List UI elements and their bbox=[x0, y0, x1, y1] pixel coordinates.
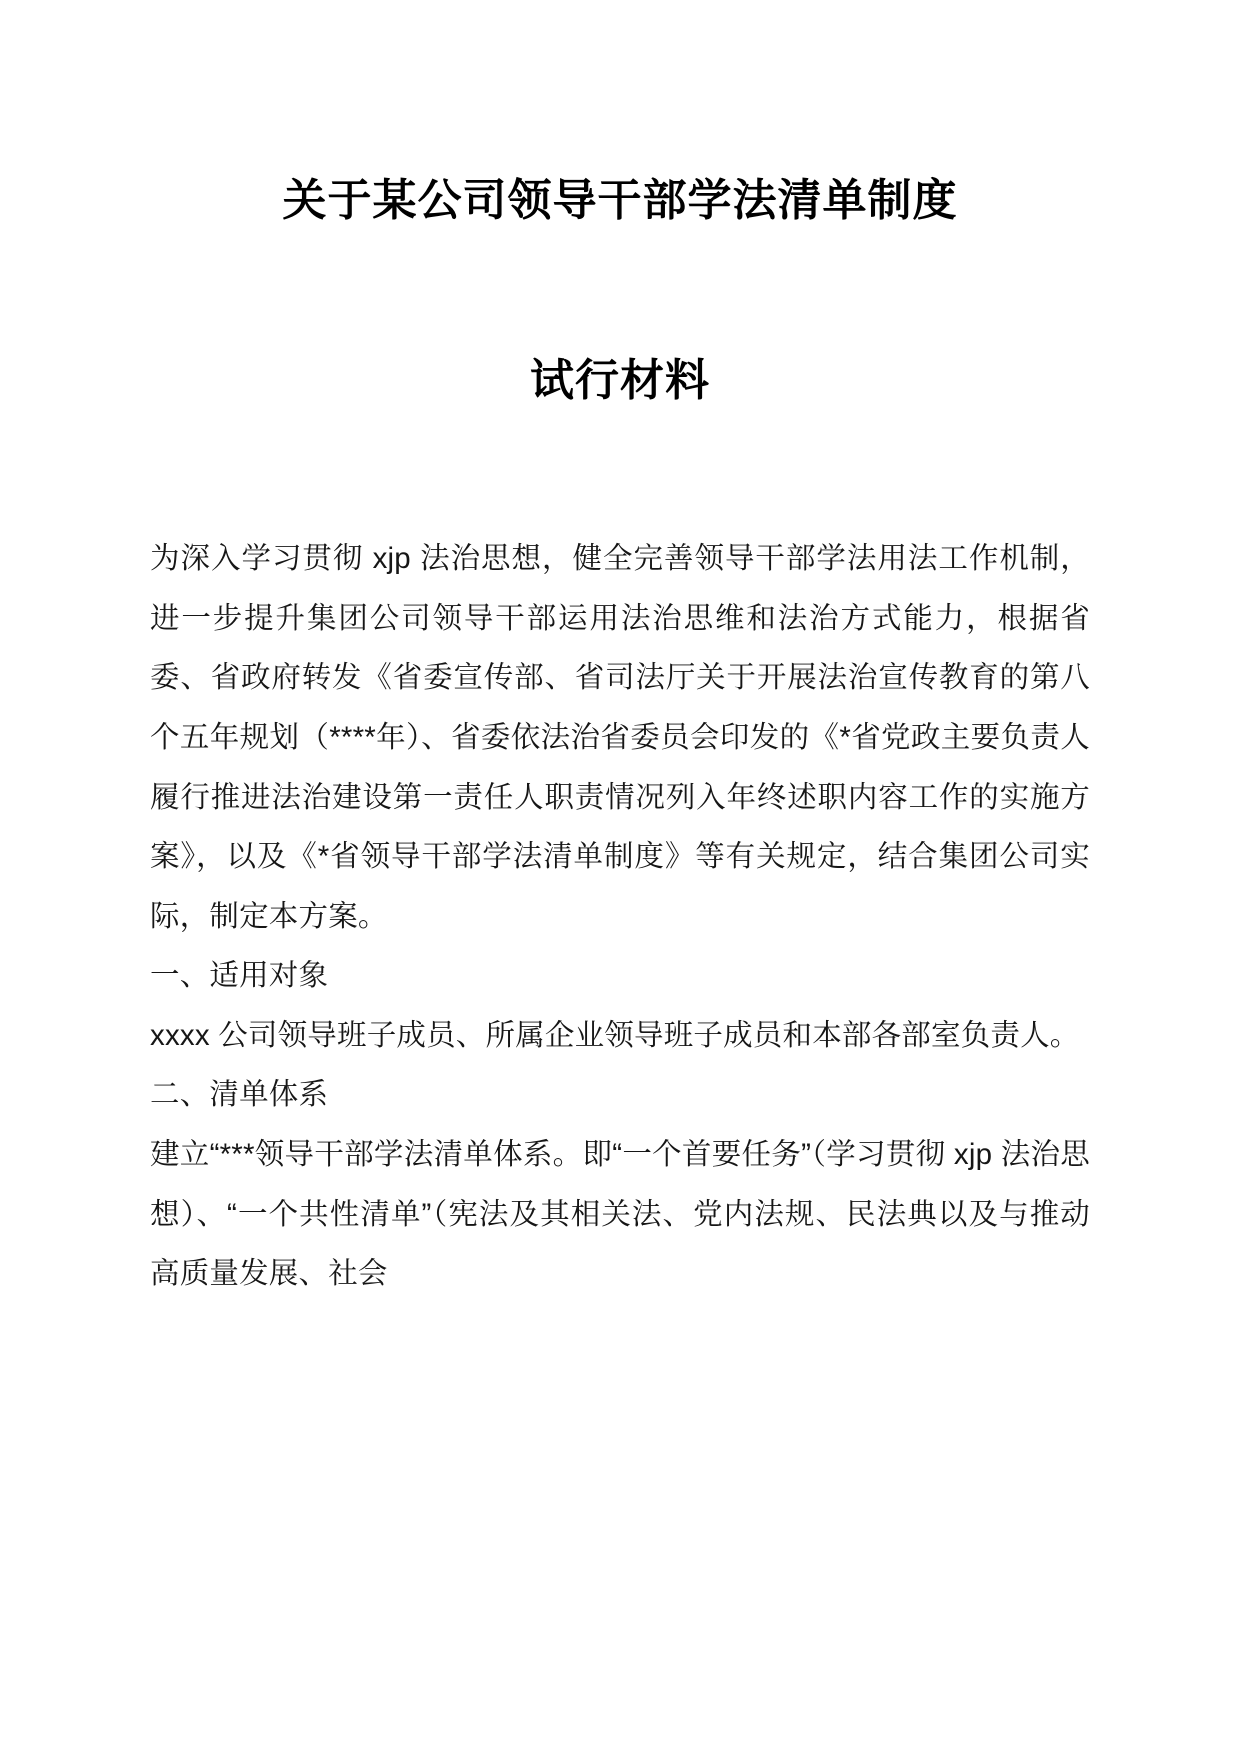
section-heading-applicable-scope: 一、适用对象 bbox=[150, 959, 329, 993]
section-heading-checklist-system: 二、清单体系 bbox=[150, 1078, 329, 1112]
page-title: 关于某公司领导干部学法清单制度 bbox=[282, 176, 958, 225]
paragraph-intro: 为深入学习贯彻 xjp 法治思想，健全完善领导干部学法用法工作机制，进一步提升集团公司领导干部运用法治思维和法治方式能力，根据省委、省政府转发《省委宣传部、省司法厅关于开展法治宣传教育的第八个五年规划（****年）、省委依法治省委员会印发的《*省党政主要负责人履行推进法治建设第一责任人职责情况列入年终述职内容工作的实施方案》，以及《*省领导干部学法清单制度》等有关规定，结合集团公司实际，制定本方案。 bbox=[150, 542, 1090, 933]
document-body bbox=[150, 529, 1090, 1304]
paragraph-checklist-system: 建立“***领导干部学法清单体系。即“一个首要任务”（学习贯彻 xjp 法治思想）、“一个共性清单”（宪法及其相关法、党内法规、民法典以及与推动高质量发展、社会 bbox=[150, 1137, 1090, 1291]
paragraph-applicable-scope: xxxx 公司领导班子成员、所属企业领导班子成员和本部各部室负责人。 bbox=[150, 1018, 1080, 1052]
page-subtitle: 试行材料 bbox=[530, 355, 710, 405]
